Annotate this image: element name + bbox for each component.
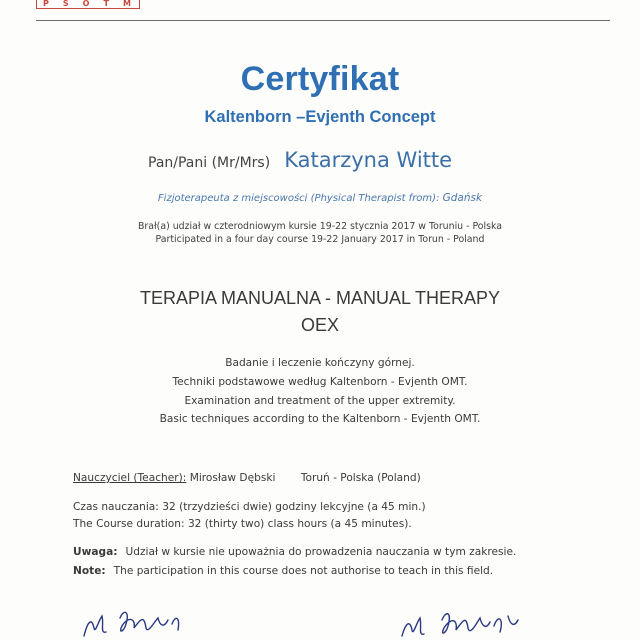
course-info-polish: Brał(a) udział w czterodniowym kursie 19-22 stycznia 2017 w Toruniu - Polska [137, 221, 503, 232]
origin-city: Gdańsk [442, 192, 483, 204]
description-line: Examination and treatment of the upper extremity. [184, 395, 456, 407]
participant-row [148, 148, 452, 172]
note-polish-text: Udział w kursie nie upoważnia do prowadzenia nauczania w tym zakresie. [125, 546, 517, 558]
note-polish-label: Uwaga: [73, 546, 118, 558]
logo-letter: O [82, 0, 92, 8]
teacher-row [73, 472, 421, 484]
course-info-english: Participated in a four day course 19-22 January 2017 in Torun - Poland [155, 234, 485, 245]
organization-logo [36, 0, 140, 9]
participant-name: Katarzyna Witte [284, 148, 453, 172]
course-level: OEX [300, 315, 339, 335]
teacher-signature [80, 598, 220, 640]
duration-polish: Czas nauczania: 32 (trzydzieści dwie) godziny lekcyjne (a 45 min.) [73, 501, 426, 513]
name-prefix: Pan/Pani (Mr/Mrs) [148, 155, 271, 171]
note-english-text: The participation in this course does not authorise to teach in this field. [113, 565, 494, 577]
teacher-city: Toruń - Polska (Poland) [300, 472, 421, 484]
origin-label: Fizjoterapeuta z miejscowości (Physical Therapist from): [157, 193, 440, 204]
note-english [73, 565, 493, 577]
teacher-name: Mirosław Dębski [189, 472, 276, 484]
duration-english: The Course duration: 32 (thirty two) class hours (a 45 minutes). [73, 518, 412, 530]
certificate-title: Certyfikat [240, 60, 400, 98]
second-signature [396, 598, 536, 640]
logo-letter: T [103, 0, 111, 8]
therapy-heading: TERAPIA MANUALNA - MANUAL THERAPY [139, 288, 501, 308]
note-polish [73, 546, 516, 558]
certificate-subtitle: Kaltenborn –Evjenth Concept [204, 108, 436, 126]
logo-letter: P [43, 0, 51, 8]
teacher-label: Nauczyciel (Teacher): [73, 472, 187, 484]
logo-letter: M [122, 0, 133, 8]
origin-row [0, 192, 640, 204]
description-line: Badanie i leczenie kończyny górnej. [225, 357, 415, 369]
description-line: Basic techniques according to the Kaltenborn - Evjenth OMT. [159, 413, 481, 425]
logo-letter: S [62, 0, 71, 8]
header-divider [36, 20, 610, 21]
description-line: Techniki podstawowe według Kaltenborn - Evjenth OMT. [172, 376, 468, 388]
note-english-label: Note: [73, 565, 106, 577]
